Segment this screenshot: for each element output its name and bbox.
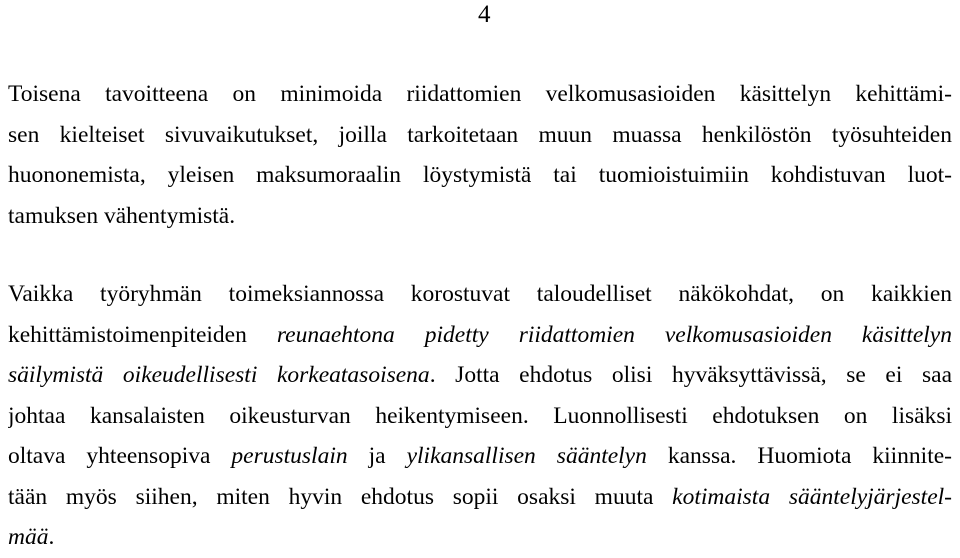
italic-run: perustuslain bbox=[231, 443, 348, 469]
text-run: ja bbox=[347, 443, 407, 469]
italic-run: ylikansallisen sääntelyn bbox=[406, 443, 647, 469]
paragraph-2 bbox=[8, 274, 952, 558]
paragraph-1 bbox=[8, 74, 952, 236]
text-line: sen kielteiset sivuvaikutukset, joilla tarkoitetaan muun muassa henkilöstön työsuhteiden bbox=[8, 121, 952, 148]
text-run: kehittämistoimenpiteiden bbox=[8, 321, 277, 348]
text-run: oltava yhteensopiva bbox=[8, 443, 232, 469]
text-line bbox=[8, 517, 952, 558]
italic-run: reunaehtona pidetty riidattomien velkomusasioiden käsittelyn bbox=[276, 321, 952, 348]
italic-run: mää bbox=[8, 524, 49, 550]
text-line: Toisena tavoitteena on minimoida riidattomien velkomusasioiden käsittelyn kehittämi- bbox=[8, 81, 952, 107]
text-run: tään myös siihen, miten hyvin ehdotus sopii osaksi muuta bbox=[8, 483, 673, 510]
text-line bbox=[8, 477, 952, 518]
italic-run: kotimaista sääntelyjärjestel- bbox=[672, 483, 952, 510]
text-line bbox=[8, 436, 952, 477]
text-line: tamuksen vähentymistä. bbox=[8, 202, 236, 229]
text-run: . bbox=[48, 524, 55, 550]
text-run: kanssa. Huomiota kiinnite- bbox=[646, 443, 952, 469]
text-line: huononemista, yleisen maksumoraalin löystymistä tai tuomioistuimiin kohdistuvan luot- bbox=[8, 162, 952, 188]
italic-run: säilymistä oikeudellisesti korkeatasoisena bbox=[8, 362, 430, 388]
text-line bbox=[8, 315, 952, 356]
page-number: 4 bbox=[478, 1, 491, 28]
text-line: Vaikka työryhmän toimeksiannossa korostuvat taloudelliset näkökohdat, on kaikkien bbox=[8, 281, 952, 307]
text-run: . Jotta ehdotus olisi hyväksyttävissä, se ei saa bbox=[429, 362, 952, 388]
text-line bbox=[8, 355, 952, 396]
text-line: johtaa kansalaisten oikeusturvan heikentymiseen. Luonnollisesti ehdotuksen on lisäksi bbox=[8, 402, 952, 429]
